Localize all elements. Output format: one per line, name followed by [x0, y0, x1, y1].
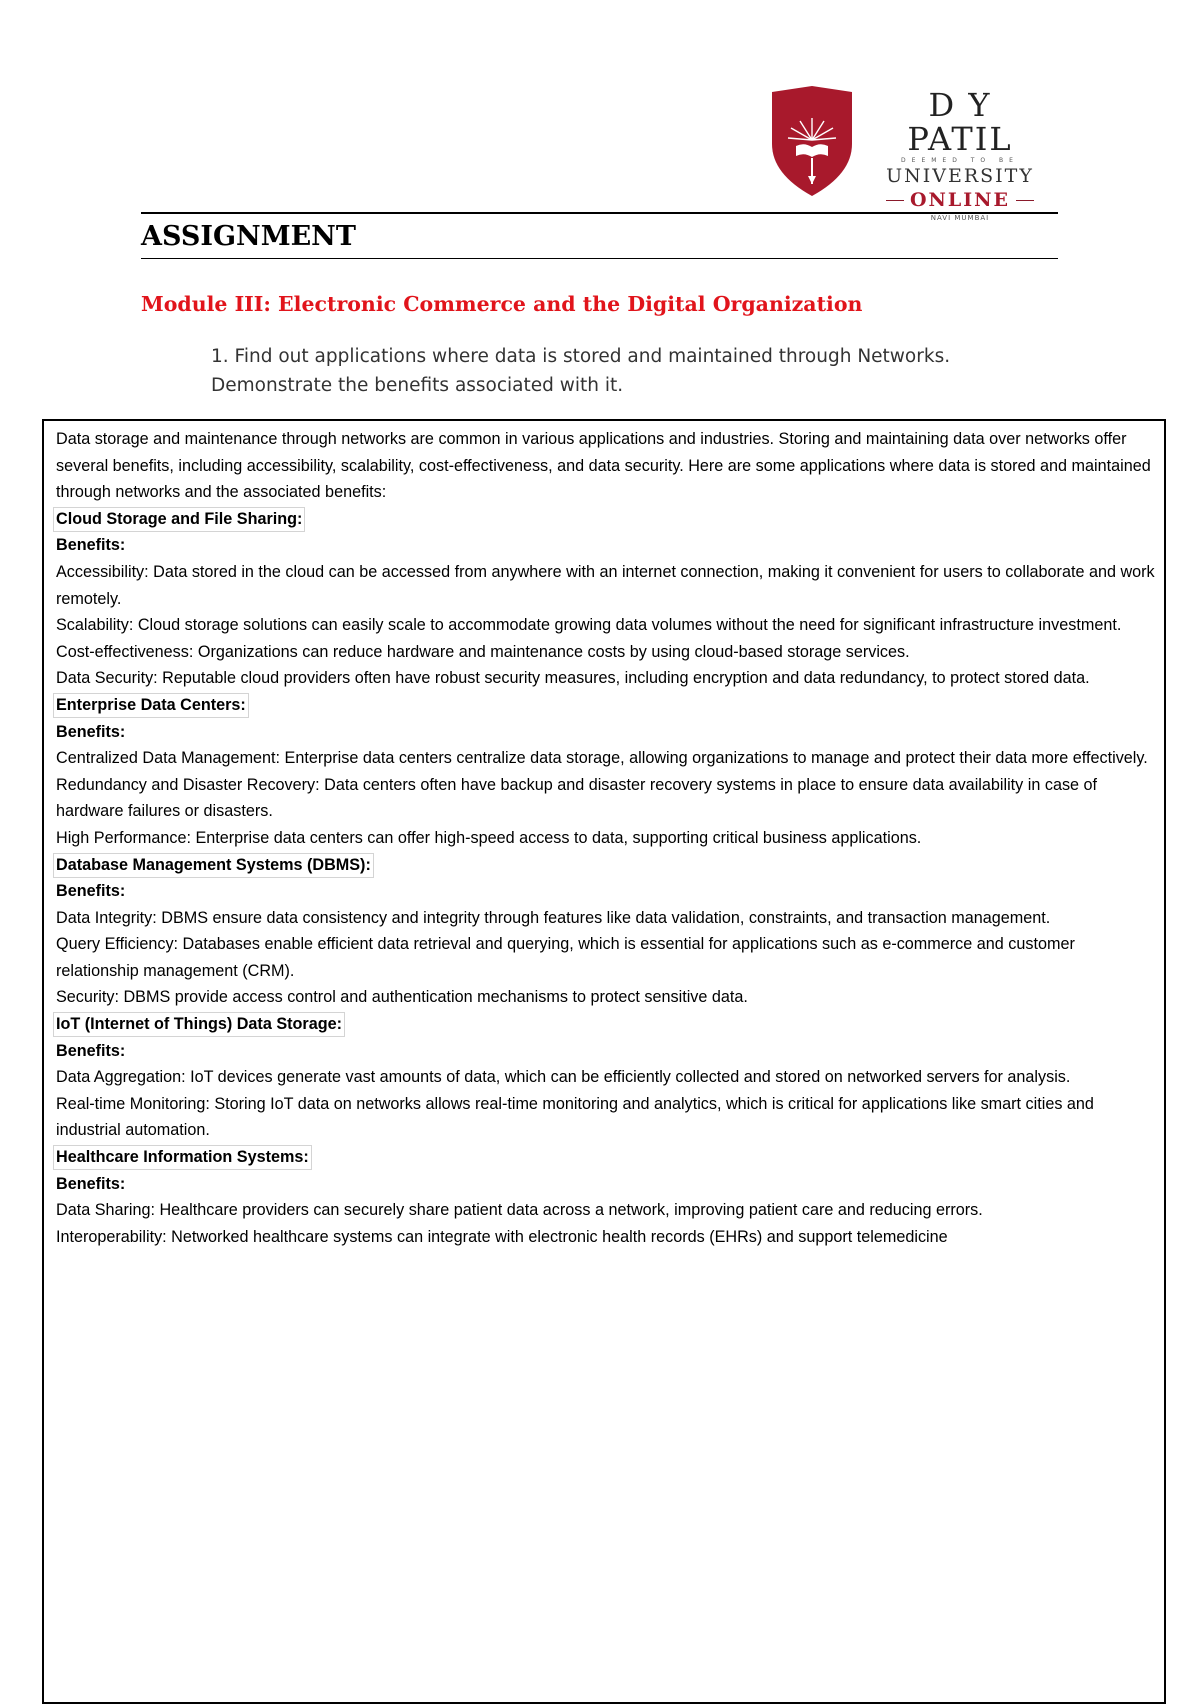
benefit-item: Real-time Monitoring: Storing IoT data on networks allows real-time monitoring and analytics, which is critical for applications like smart cities and industrial automation. — [56, 1094, 1094, 1140]
section-heading: Enterprise Data Centers: — [53, 693, 249, 718]
section-heading: Cloud Storage and File Sharing: — [53, 507, 305, 532]
benefit-item: High Performance: Enterprise data centers can offer high-speed access to data, supporting critical business applications. — [56, 828, 922, 847]
benefit-item: Interoperability: Networked healthcare systems can integrate with electronic health records (EHRs) and support telemedicine — [56, 1227, 948, 1246]
answer-box — [42, 419, 1166, 1704]
benefits-label: Benefits: — [56, 536, 126, 555]
benefit-item: Data Aggregation: IoT devices generate vast amounts of data, which can be efficiently collected and stored on networked servers for analysis. — [56, 1068, 1071, 1087]
page-title: ASSIGNMENT — [141, 221, 356, 252]
section-cloud-storage — [56, 506, 1156, 692]
benefits-label: Benefits: — [56, 1041, 126, 1060]
benefit-item: Redundancy and Disaster Recovery: Data centers often have backup and disaster recovery systems in place to ensure data availability in case of hardware failures or disasters. — [56, 775, 1098, 821]
logo-name-line3: ONLINE — [909, 189, 1010, 211]
section-heading: IoT (Internet of Things) Data Storage: — [53, 1012, 345, 1037]
section-heading: Database Management Systems (DBMS): — [53, 853, 374, 878]
section-dbms — [56, 852, 1156, 1012]
logo-name-line1: D Y PATIL — [907, 86, 1013, 158]
benefit-item: Data Sharing: Healthcare providers can securely share patient data across a network, improving patient care and reducing errors. — [56, 1201, 983, 1220]
benefits-label: Benefits: — [56, 1174, 126, 1193]
benefit-item: Scalability: Cloud storage solutions can easily scale to accommodate growing data volumes without the need for significant infrastructure investment. — [56, 616, 1122, 635]
section-iot-data-storage — [56, 1011, 1156, 1144]
header-top-rule — [141, 212, 1058, 214]
benefit-item: Accessibility: Data stored in the cloud can be accessed from anywhere with an internet connection, making it convenient for users to collaborate and work remotely. — [56, 562, 1155, 608]
benefits-label: Benefits: — [56, 722, 126, 741]
section-heading: Healthcare Information Systems: — [53, 1145, 312, 1170]
university-logo — [738, 80, 1054, 222]
section-enterprise-data-centers — [56, 692, 1156, 852]
benefit-item: Data Security: Reputable cloud providers often have robust security measures, including encryption and data redundancy, to protect stored data. — [56, 669, 1090, 688]
benefit-item: Security: DBMS provide access control and authentication mechanisms to protect sensitive data. — [56, 988, 748, 1007]
benefits-label: Benefits: — [56, 882, 126, 901]
logo-location: NAVI MUMBAI — [930, 214, 990, 222]
question-text: 1. Find out applications where data is stored and maintained through Networks. Demonstrate the benefits associated with it. — [211, 346, 951, 396]
logo-deemed-text: DEEMED TO BE — [901, 157, 1019, 164]
module-heading: Module III: Electronic Commerce and the Digital Organization — [141, 292, 863, 316]
benefit-item: Data Integrity: DBMS ensure data consistency and integrity through features like data validation, constraints, and transaction management. — [56, 908, 1051, 927]
header-bottom-rule — [141, 258, 1058, 259]
answer-intro: Data storage and maintenance through networks are common in various applications and industries. Storing and maintaining data over networks offer several benefits, including accessibility, scalability, cost-effectiveness, and data security. Here are some applications where data is stored and maintained through networks and the associated benefits: — [56, 430, 1151, 502]
section-healthcare — [56, 1144, 1156, 1250]
benefit-item: Cost-effectiveness: Organizations can reduce hardware and maintenance costs by using cloud-based storage services. — [56, 642, 910, 661]
logo-name-line2: UNIVERSITY — [886, 165, 1034, 187]
benefit-item: Centralized Data Management: Enterprise data centers centralize data storage, allowing organizations to manage and protect their data more effectively. — [56, 749, 1148, 768]
benefit-item: Query Efficiency: Databases enable efficient data retrieval and querying, which is essential for applications such as e-commerce and customer relationship management (CRM). — [56, 935, 1075, 980]
crest-icon — [762, 84, 862, 198]
